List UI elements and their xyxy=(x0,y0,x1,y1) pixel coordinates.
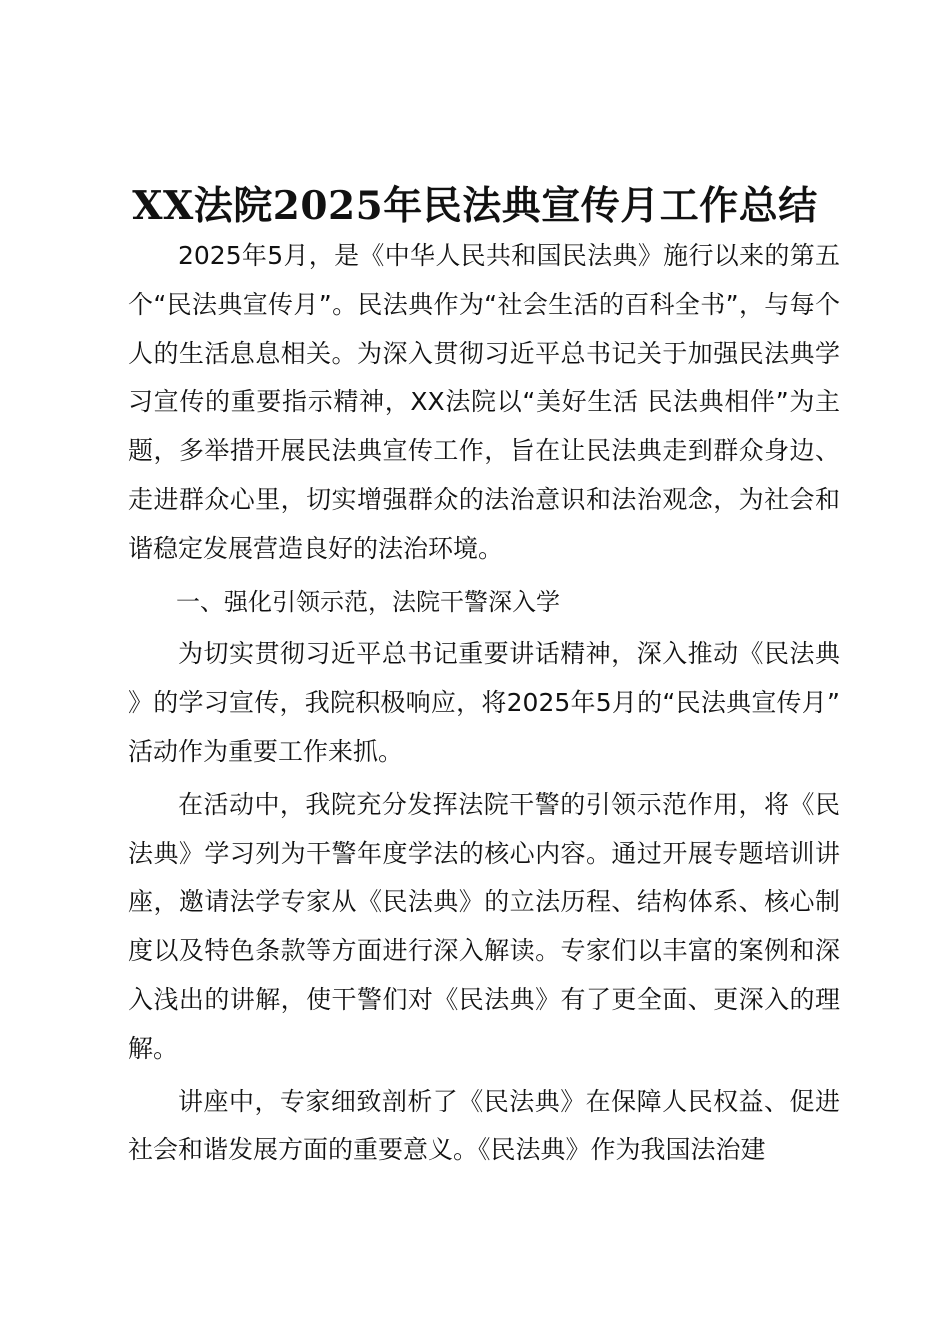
document-title: XX法院2025年民法典宣传月工作总结 xyxy=(132,183,818,229)
body-paragraph-3: 讲座中，专家细致剖析了《民法典》在保障人民权益、促进社会和谐发展方面的重要意义。《民法典》作为我国法治建 xyxy=(128,1086,840,1165)
body-paragraph-1: 为切实贯彻习近平总书记重要讲话精神，深入推动《民法典》的学习宣传，我院积极响应，将2025年5月的“民法典宣传月”活动作为重要工作来抓。 xyxy=(128,639,840,766)
body-paragraph-2: 在活动中，我院充分发挥法院干警的引领示范作用，将《民法典》学习列为干警年度学法的核心内容。通过开展专题培训讲座，邀请法学专家从《民法典》的立法历程、结构体系、核心制度以及特色条款等方面进行深入解读。专家们以丰富的案例和深入浅出的讲解，使干警们对《民法典》有了更全面、更深入的理解。 xyxy=(128,789,840,1063)
section-heading-1: 一、强化引领示范，法院干警深入学 xyxy=(176,587,560,616)
document-body xyxy=(128,232,840,1175)
intro-paragraph: 2025年5月，是《中华人民共和国民法典》施行以来的第五个“民法典宣传月”。民法典作为“社会生活的百科全书”，与每个人的生活息息相关。为深入贯彻习近平总书记关于加强民法典学习宣传的重要指示精神，XX法院以“美好生活 民法典相伴”为主题，多举措开展民法典宣传工作，旨在让民法典走到群众身边、走进群众心里，切实增强群众的法治意识和法治观念，为社会和谐稳定发展营造良好的法治环境。 xyxy=(128,241,840,563)
